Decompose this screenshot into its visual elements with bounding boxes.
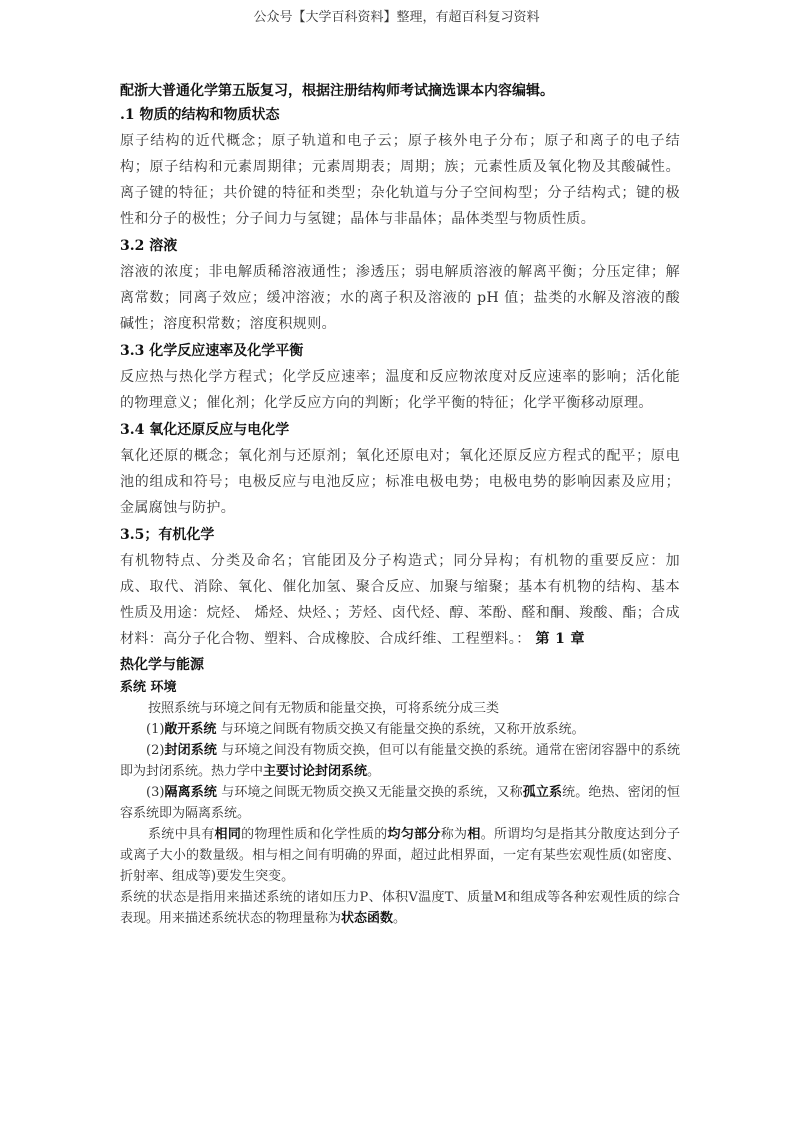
text-run: 的物理性质和化学性质的 [241, 827, 388, 842]
section-body-3: 反应热与热化学方程式；化学反应速率；温度和反应物浓度对反应速率的影响；活化能的物理意义；催化剂；化学反应方向的判断；化学平衡的特征；化学平衡移动原理。 [120, 369, 680, 411]
chapter-title: 热化学与能源 [120, 657, 204, 673]
item-text-end: 。 [367, 764, 381, 779]
intro-line: 配浙大普通化学第五版复习，根据注册结构师考试摘选课本内容编辑。 [120, 83, 554, 99]
text-run: 。 [393, 911, 407, 926]
section-body-2: 溶液的浓度；非电解质稀溶液通性；渗透压；弱电解质溶液的解离平衡；分压定律；解离常数；同离子效应；缓冲溶液；水的离子积及溶液的 pH 值；盐类的水解及溶液的酸碱性；溶度积常数；溶度积规则。 [120, 264, 680, 332]
emphasis-text: 状态函数 [341, 911, 394, 926]
paragraph-phase [120, 824, 680, 887]
paragraph-closed-system [120, 740, 680, 782]
item-number: (2) [146, 743, 165, 758]
emphasis-text: 相同 [214, 827, 242, 842]
page-header: 公众号【大学百科资料】整理，有超百科复习资料 [253, 10, 540, 25]
term-open-system: 敞开系统 [164, 722, 217, 737]
paragraph-intro: 按照系统与环境之间有无物质和能量交换，可将系统分成三类 [148, 701, 500, 716]
text-run: 称为 [440, 827, 468, 842]
text-run: 系统的状态是指用来描述系统的诸如压力P、体积V温度T、质量M和组成等各种宏观性质的综合表现。用来描述系统状态的物理量称为 [120, 890, 680, 926]
term-closed-system: 封闭系统 [164, 743, 217, 758]
item-text-end: 统。绝热、密闭的恒容系统即为隔离系统。 [120, 785, 680, 821]
section-body-4: 氧化还原的概念；氧化剂与还原剂；氧化还原电对；氧化还原反应方程式的配平；原电池的组成和符号；电极反应与电池反应；标准电极电势；电极电势的影响因素及应用；金属腐蚀与防护。 [120, 448, 680, 516]
document-body [120, 80, 680, 929]
section-body-1: 原子结构的近代概念；原子轨道和电子云；原子核外电子分布；原子和离子的电子结构；原子结构和元素周期律；元素周期表；周期；族；元素性质及氧化物及其酸碱性。离子键的特征；共价键的特征和类型；杂化轨道与分子空间构型；分子结构式；键的极性和分子的极性；分子间力与氢键；晶体与非晶体；晶体类型与物质性质。 [120, 133, 680, 227]
item-number: (1) [146, 722, 165, 737]
section-body-5-text: 有机物特点、分类及命名；官能团及分子构造式；同分异构；有机物的重要反应：加成、取代、消除、氧化、催化加氢、聚合反应、加聚与缩聚；基本有机物的结构、基本性质及用途：烷烃、 烯烃、炔烃、；芳烃、卤代烃、醇、苯酚、醛和酮、羧酸、酯；合成材料：高分子化合物、塑料、合成橡胶、合成纤维、工程塑料。： [120, 553, 680, 647]
paragraph-isolated-system [120, 782, 680, 824]
item-text: 与环境之间既有物质交换又有能量交换的系统，又称开放系统。 [216, 722, 585, 737]
section-title-5: 3.5；有机化学 [120, 527, 215, 543]
emphasis-text: 主要讨论封闭系统 [263, 764, 368, 779]
emphasis-text: 均匀部分 [387, 827, 441, 842]
section-body-5 [120, 548, 680, 652]
chapter-tag: 第 1 章 [535, 631, 585, 647]
section-title-3: 3.3 化学反应速率及化学平衡 [120, 343, 304, 359]
section-title-2: 3.2 溶液 [120, 238, 178, 254]
term-isolated-system: 隔离系统 [164, 785, 217, 800]
text-run: 。所谓均匀是指其分散度达到分子或离子大小的数量级。相与相之间有明确的界面，超过此相界面，一定有某些宏观性质(如密度、折射率、组成等)要发生突变。 [120, 827, 680, 884]
text-run: 系统中具有 [148, 827, 215, 842]
paragraph-state [120, 887, 680, 929]
emphasis-text: 相 [467, 827, 481, 842]
paragraph-open-system [120, 719, 680, 740]
sub-title: 系统 环境 [120, 680, 177, 695]
item-number: (3) [146, 785, 165, 800]
section-title-4: 3.4 氧化还原反应与电化学 [120, 422, 290, 438]
emphasis-text: 孤立系 [522, 785, 563, 800]
section-title-1: .1 物质的结构和物质状态 [120, 107, 280, 123]
item-text: 与环境之间既无物质交换又无能量交换的系统，又称 [216, 785, 523, 800]
item-text: 与环境之间没有物质交换，但可以有能量交换的系统。通常在密闭容器中的系统即为封闭系统。热力学中 [120, 743, 680, 779]
